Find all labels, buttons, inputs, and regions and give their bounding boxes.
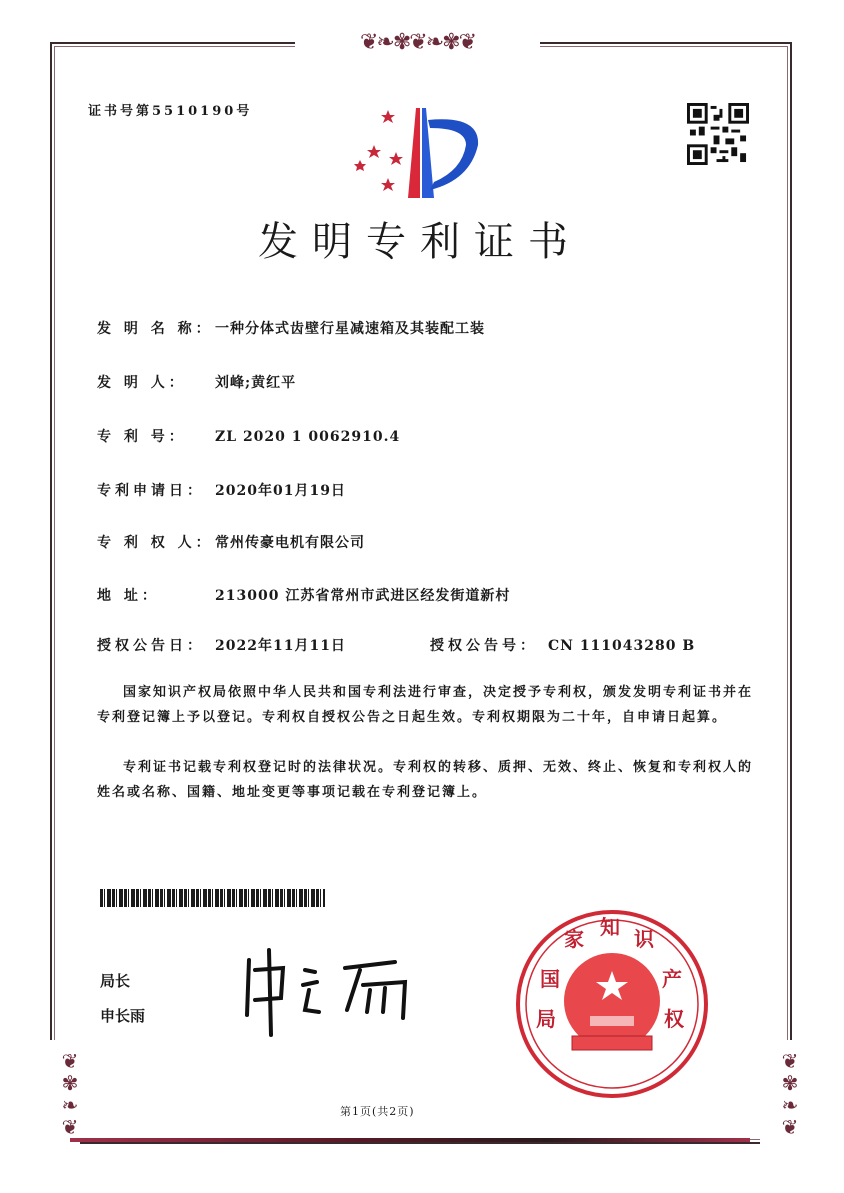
director-title: 局长 xyxy=(100,972,131,990)
field-value: 刘峰;黄红平 xyxy=(215,375,297,391)
statement-paragraph-1: 国家知识产权局依照中华人民共和国专利法进行审查，决定授予专利权，颁发发明专利证书并在专利登记簿上予以登记。专利权自授权公告之日起生效。专利权期限为二十年，自申请日起算。 xyxy=(97,685,754,725)
application-date-field xyxy=(97,480,346,500)
svg-text:产: 产 xyxy=(662,967,682,991)
director-name: 申长雨 xyxy=(100,1007,146,1025)
svg-text:识: 识 xyxy=(634,927,654,951)
bottom-left-ornament: ❦✾❧❦ xyxy=(40,1040,80,1145)
invention-name-field xyxy=(97,318,485,338)
inventor-field xyxy=(97,372,296,392)
field-label: 发 明 名 称： xyxy=(97,321,214,337)
qr-code xyxy=(684,103,752,165)
page-indicator: 第1页(共2页) xyxy=(340,1105,415,1118)
field-value: 2020年01月19日 xyxy=(215,483,346,499)
bottom-border-rule xyxy=(70,1138,750,1142)
field-label: 授权公告号： xyxy=(430,638,538,654)
svg-text:权: 权 xyxy=(664,1007,684,1031)
field-label: 授权公告日： xyxy=(97,638,205,654)
field-value: CN 111043280 B xyxy=(548,638,696,654)
svg-text:家: 家 xyxy=(564,927,584,951)
address-field xyxy=(97,585,510,605)
patent-office-logo-icon xyxy=(350,100,490,200)
barcode xyxy=(100,889,325,907)
patentee-field xyxy=(97,532,365,552)
field-label: 专 利 权 人： xyxy=(97,535,214,551)
document-title: 发明专利证书 xyxy=(258,219,582,265)
director-signature xyxy=(235,940,435,1040)
grant-number-field xyxy=(430,635,695,655)
field-label: 地 址： xyxy=(97,588,160,604)
svg-text:知: 知 xyxy=(600,915,620,939)
svg-text:国: 国 xyxy=(540,967,560,991)
official-seal-icon xyxy=(512,906,712,1102)
field-value: 常州传豪电机有限公司 xyxy=(215,535,365,551)
field-label: 专 利 号： xyxy=(97,429,187,445)
field-value: ZL 2020 1 0062910.4 xyxy=(215,429,401,445)
field-value: 213000 江苏省常州市武进区经发街道新村 xyxy=(215,588,511,604)
certificate-number: 证书号第5510190号 xyxy=(88,104,253,119)
statement-paragraph-2: 专利证书记载专利权登记时的法律状况。专利权的转移、质押、无效、终止、恢复和专利权人的姓名或名称、国籍、地址变更等事项记载在专利登记簿上。 xyxy=(97,760,754,800)
grant-date-field xyxy=(97,635,346,655)
bottom-right-ornament: ❦✾❧❦ xyxy=(760,1040,800,1145)
svg-text:局: 局 xyxy=(536,1007,556,1031)
top-ornament: ❦❧✾❦❧✾❦ xyxy=(295,28,540,58)
patent-number-field xyxy=(97,426,400,446)
field-value: 一种分体式齿壁行星减速箱及其装配工装 xyxy=(215,321,485,337)
field-label: 专利申请日： xyxy=(97,483,205,499)
field-label: 发 明 人： xyxy=(97,375,187,391)
field-value: 2022年11月11日 xyxy=(215,638,346,654)
